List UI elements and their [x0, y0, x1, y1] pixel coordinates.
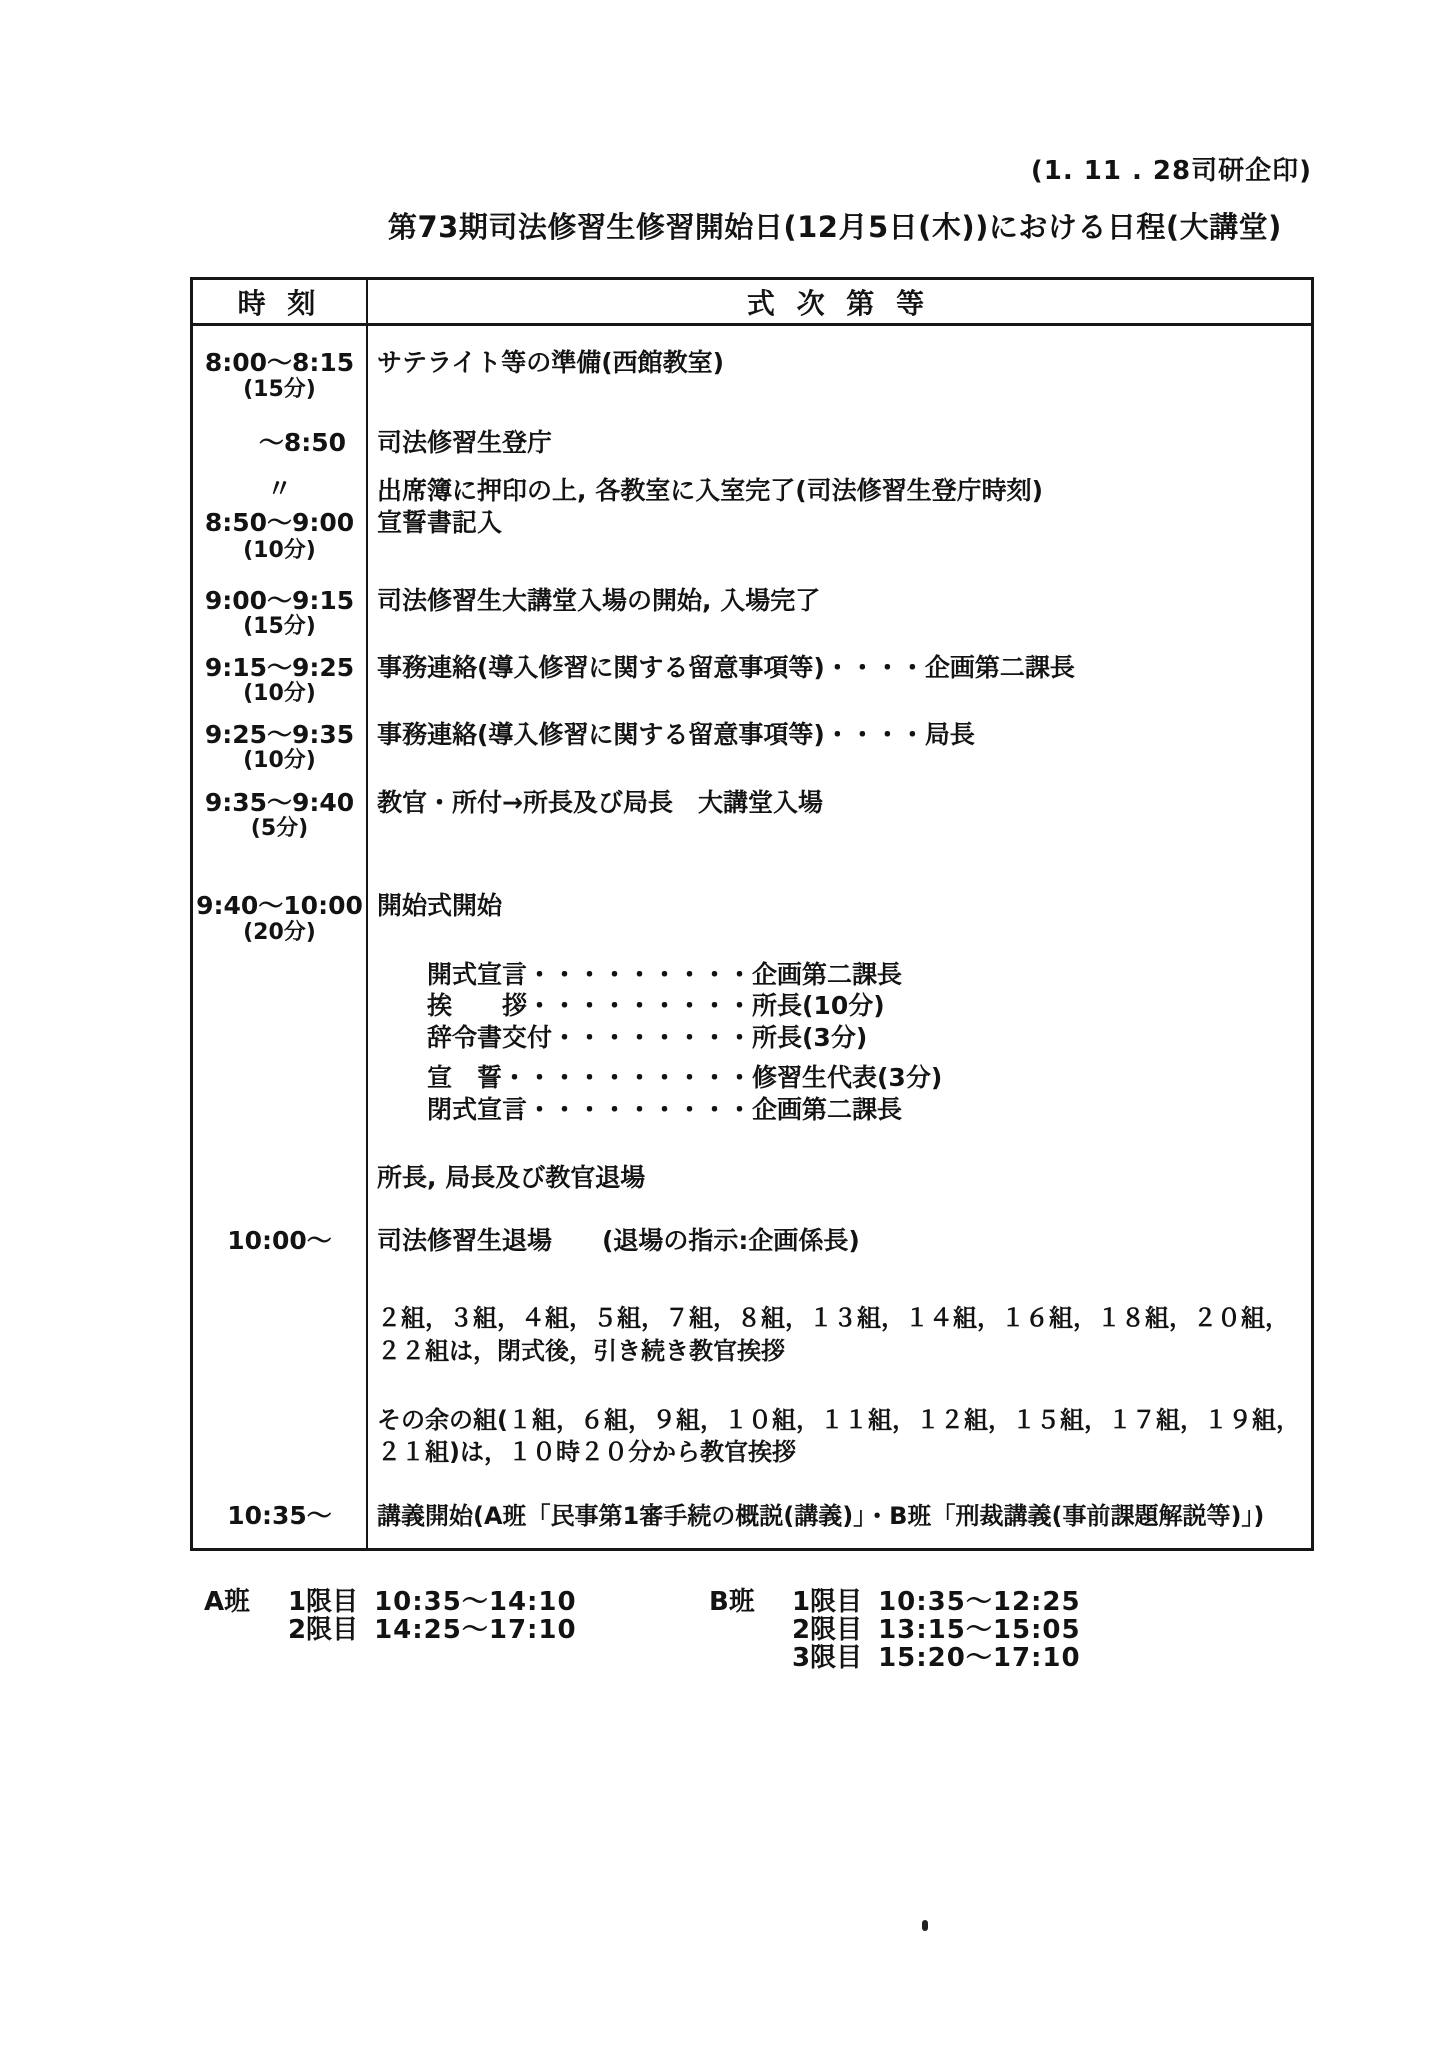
period-name: 1限目 — [288, 1587, 359, 1617]
row-text: 司法修習生登庁 — [377, 428, 553, 457]
schedule-table — [190, 277, 1314, 1551]
ceremony-item: 辞令書交付・・・・・・・・所長(3分) — [427, 1023, 868, 1052]
row-time: 9:25～9:35 — [204, 720, 355, 749]
page-title: 第73期司法修習生修習開始日(12月5日(木))における日程(大講堂) — [388, 210, 1282, 244]
row-time-ditto-mark: 〃 — [266, 474, 292, 503]
group-note-line: ２１組)は，１０時２０分から教官挨拶 — [377, 1438, 796, 1466]
row-duration: (15分) — [243, 377, 316, 402]
row-time: 10:35～ — [227, 1501, 332, 1530]
row-text: 宣誓書記入 — [377, 508, 503, 537]
stamp-note: (1. 11 . 28司研企印) — [1030, 156, 1312, 186]
group-note-line: ２２組は，閉式後，引き続き教官挨拶 — [377, 1337, 785, 1365]
period-name: 2限目 — [792, 1615, 863, 1645]
ceremony-item: 挨 拶・・・・・・・・・所長(10分) — [427, 991, 885, 1020]
row-duration: (15分) — [243, 614, 316, 639]
row-duration: (10分) — [243, 538, 316, 563]
class-b-period-line — [792, 1637, 1081, 1674]
row-text: 司法修習生退場 (退場の指示:企画係長) — [377, 1226, 860, 1255]
period-time: 15:20～17:10 — [878, 1643, 1081, 1673]
exit-note: 所長, 局長及び教官退場 — [377, 1163, 646, 1192]
row-duration: (10分) — [243, 681, 316, 706]
table-header-row — [193, 280, 1311, 326]
row-time: ～8:50 — [258, 428, 346, 457]
row-duration: (5分) — [250, 816, 309, 841]
row-time: 8:50～9:00 — [204, 508, 355, 537]
period-time: 10:35～14:10 — [374, 1587, 577, 1617]
period-time: 13:15～15:05 — [878, 1615, 1081, 1645]
row-text: 事務連絡(導入修習に関する留意事項等)・・・・局長 — [377, 720, 975, 749]
row-time: 9:40～10:00 — [196, 891, 363, 920]
ceremony-item: 開式宣言・・・・・・・・・企画第二課長 — [427, 960, 903, 989]
row-text: 開始式開始 — [377, 891, 503, 920]
row-time: 9:15～9:25 — [204, 653, 355, 682]
period-time: 14:25～17:10 — [374, 1615, 577, 1645]
row-time: 10:00～ — [227, 1226, 332, 1255]
row-duration: (10分) — [243, 748, 316, 773]
class-group-a-label: A班 — [204, 1587, 251, 1617]
row-text: 事務連絡(導入修習に関する留意事項等)・・・・企画第二課長 — [377, 653, 1075, 682]
row-time: 8:00～8:15 — [204, 348, 355, 377]
ceremony-item: 宣 誓・・・・・・・・・・修習生代表(3分) — [427, 1063, 943, 1092]
program-column-header: 式 次 第 等 — [746, 286, 931, 320]
row-text: 出席簿に押印の上, 各教室に入室完了(司法修習生登庁時刻) — [377, 476, 1044, 505]
class-group-b-label: B班 — [709, 1587, 755, 1617]
row-text: 司法修習生大講堂入場の開始, 入場完了 — [377, 586, 821, 615]
class-a-period-line — [288, 1609, 577, 1646]
ink-speck — [922, 1920, 928, 1931]
row-text: サテライト等の準備(西館教室) — [377, 348, 725, 377]
group-note-line: ２組，３組，４組，５組，７組，８組，１３組，１４組，１６組，１８組，２０組， — [377, 1304, 1289, 1332]
period-name: 3限目 — [792, 1643, 863, 1673]
column-divider — [366, 277, 368, 1548]
group-note-line: その余の組(１組，６組，９組，１０組，１１組，１２組，１５組，１７組，１９組， — [377, 1406, 1300, 1434]
time-column-header: 時 刻 — [237, 286, 322, 320]
period-name: 1限目 — [792, 1587, 863, 1617]
row-text: 講義開始(A班「民事第1審手続の概説(講義)」・B班「刑裁講義(事前課題解説等)」) — [377, 1502, 1265, 1530]
row-text: 教官・所付→所長及び局長 大講堂入場 — [377, 788, 823, 817]
row-duration: (20分) — [243, 920, 316, 945]
row-time: 9:35～9:40 — [204, 788, 355, 817]
period-name: 2限目 — [288, 1615, 359, 1645]
table-body — [193, 326, 1311, 1548]
period-time: 10:35～12:25 — [878, 1587, 1081, 1617]
row-time: 9:00～9:15 — [204, 586, 355, 615]
ceremony-item: 閉式宣言・・・・・・・・・企画第二課長 — [427, 1095, 903, 1124]
